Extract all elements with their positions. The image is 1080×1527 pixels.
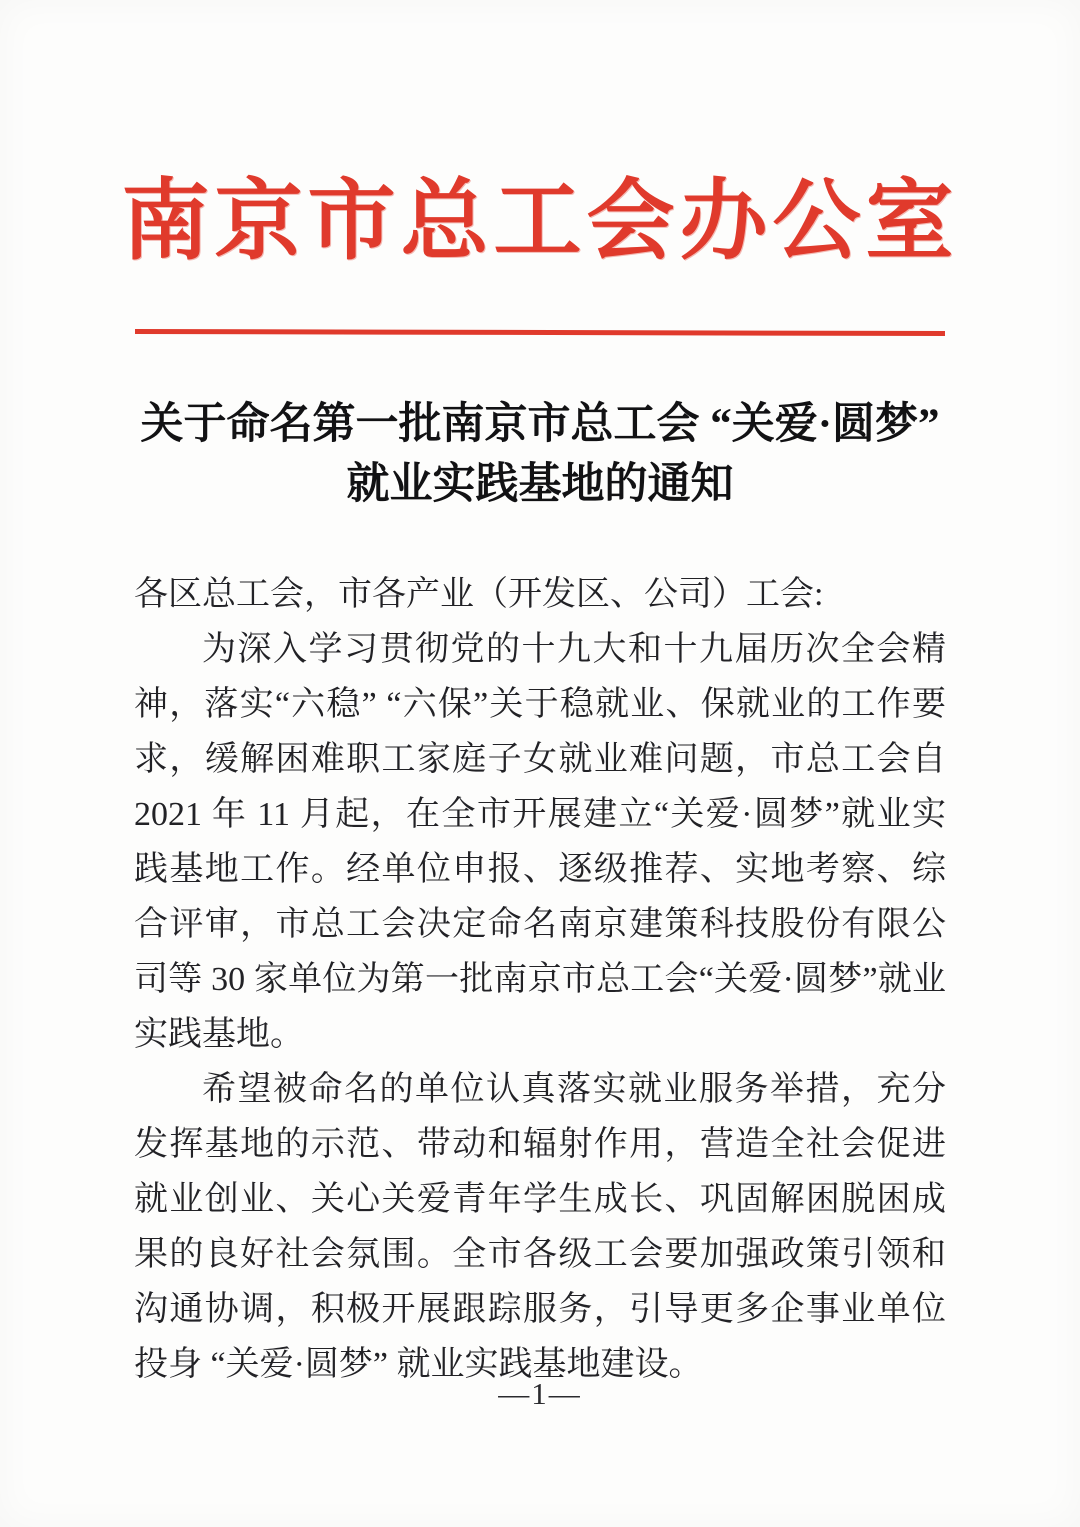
document-title-line-1: 关于命名第一批南京市总工会 “关爱·圆梦” (140, 400, 940, 448)
body-paragraph: 为深入学习贯彻党的十九大和十九届历次全会精神，落实“六稳” “六保”关于稳就业、保就业的工作要求，缓解困难职工家庭子女就业难问题，市总工会自 2021 年 11 月起，在全市开展建立“关爱·圆梦”就业实践基地工作。经单位申报、逐级推荐、实地考察、综合评审，市总工会决定命名南京建策科技股份有限公司等 30 家单位为第一批南京市总工会“关爱·圆梦”就业实践基地。 (134, 630, 946, 1053)
body-paragraph: 希望被命名的单位认真落实就业服务举措，充分发挥基地的示范、带动和辐射作用，营造全社会促进就业创业、关心关爱青年学生成长、巩固解困脱困成果的良好社会氛围。全市各级工会要加强政策引领和沟通协调，积极开展跟踪服务，引导更多企事业单位投身 “关爱·圆梦” 就业实践基地建设。 (134, 1070, 946, 1383)
document-body (134, 567, 946, 1392)
page-number: —1— (498, 1376, 582, 1411)
document-title (0, 395, 1080, 515)
letterhead (0, 0, 1080, 276)
letterhead-org-name: 南京市总工会办公室 (121, 174, 959, 271)
document-title-line-2: 就业实践基地的通知 (346, 460, 734, 508)
salutation-line: 各区总工会，市各产业（开发区、公司）工会: (134, 575, 824, 613)
letterhead-divider-rule (135, 329, 945, 336)
